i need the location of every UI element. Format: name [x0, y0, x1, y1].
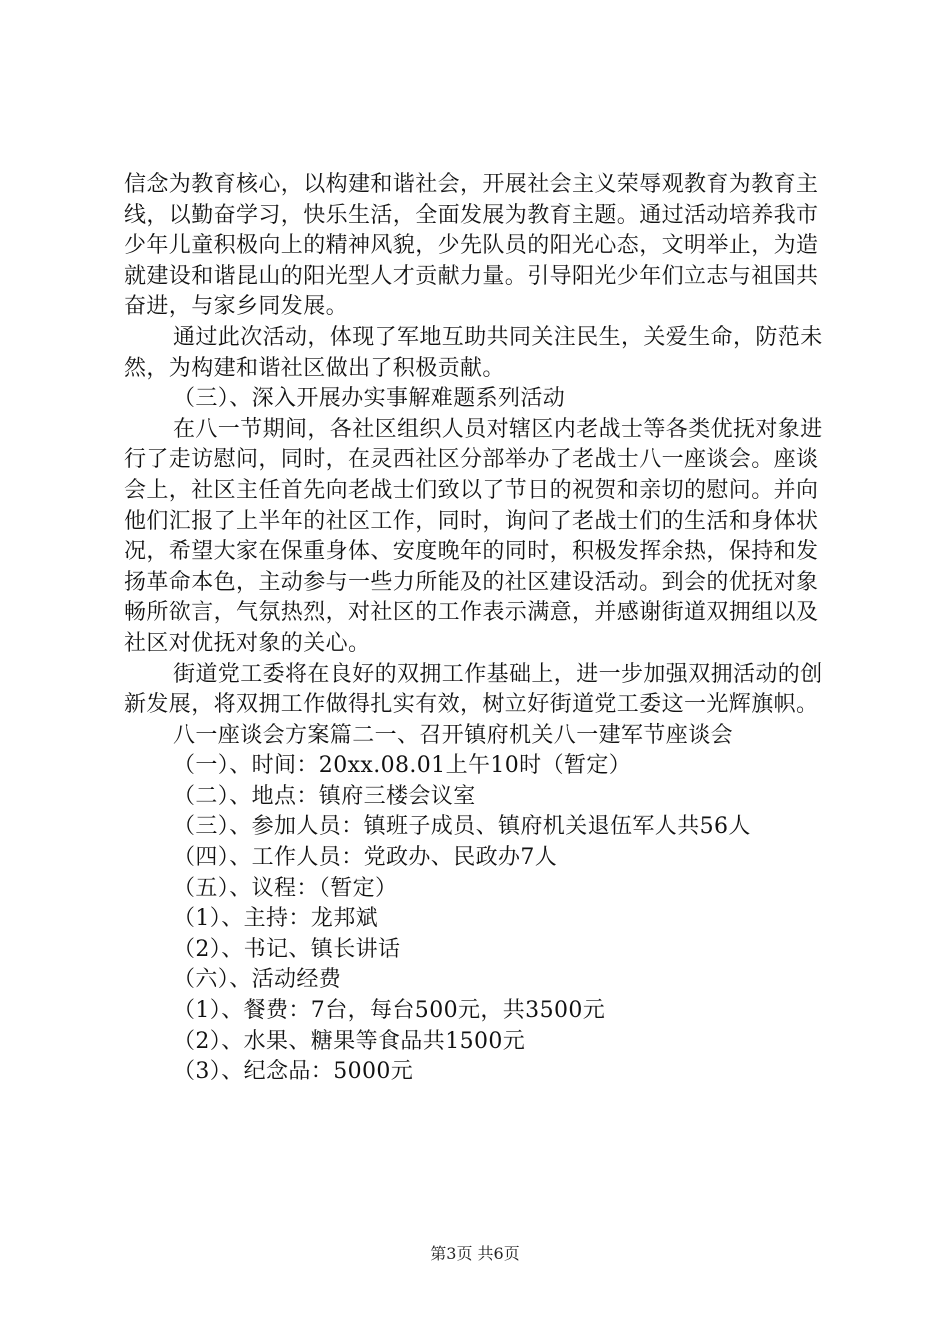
section-heading-plan-two: 八一座谈会方案篇二一、召开镇府机关八一建军节座谈会	[173, 722, 734, 748]
list-item-funding: （六）、活动经费	[173, 967, 342, 993]
paragraph-veteran-visits: 在八一节期间，各社区组织人员对辖区内老战士等各类优抚对象进行了走访慰问，同时，在灵西社区分部举办了老战士八一座谈会。座谈会上，社区主任首先向老战士们致以了节日的祝贺和亲切的慰问。并向他们汇报了上半年的社区工作，同时，询问了老战士们的生活和身体状况，希望大家在保重身体、安度晚年的同时，积极发挥余热，保持和发扬革命本色，主动参与一些力所能及的社区建设活动。到会的优抚对象畅所欲言，气氛热烈，对社区的工作表示满意，并感谢街道双拥组以及社区对优抚对象的关心。	[124, 416, 823, 656]
list-item-host: （1）、主持：龙邦斌	[173, 906, 378, 932]
paragraph-party-committee: 街道党工委将在良好的双拥工作基础上，进一步加强双拥活动的创新发展，将双拥工作做得扎实有效，树立好街道党工委这一光辉旗帜。	[124, 661, 823, 718]
list-item-time: （一）、时间：20xx.08.01上午10时（暂定）	[173, 753, 632, 779]
page-number-footer: 第3页 共6页	[430, 1244, 520, 1263]
paragraph-activity-effect: 通过此次活动，体现了军地互助共同关注民生，关爱生命，防范未然，为构建和谐社区做出了积极贡献。	[124, 324, 823, 381]
list-item-agenda: （五）、议程：（暂定）	[173, 875, 398, 901]
list-item-speeches: （2）、书记、镇长讲话	[173, 936, 401, 962]
list-item-location: （二）、地点：镇府三楼会议室	[173, 783, 476, 809]
document-body	[124, 170, 834, 1088]
list-item-souvenirs: （3）、纪念品：5000元	[173, 1059, 414, 1085]
list-item-staff: （四）、工作人员：党政办、民政办7人	[173, 845, 558, 871]
list-item-meals: （1）、餐费：7台，每台500元，共3500元	[173, 998, 606, 1024]
paragraph-education-goals: 信念为教育核心，以构建和谐社会，开展社会主义荣辱观教育为教育主线，以勤奋学习，快乐生活，全面发展为教育主题。通过活动培养我市少年儿童积极向上的精神风貌，少先队员的阳光心态，文明举止，为造就建设和谐昆山的阳光型人才贡献力量。引导阳光少年们立志与祖国共奋进，与家乡同发展。	[124, 172, 819, 320]
list-item-snacks: （2）、水果、糖果等食品共1500元	[173, 1028, 526, 1054]
list-item-participants: （三）、参加人员：镇班子成员、镇府机关退伍军人共56人	[173, 814, 751, 840]
section-heading-practical-deeds: （三）、深入开展办实事解难题系列活动	[173, 386, 566, 412]
